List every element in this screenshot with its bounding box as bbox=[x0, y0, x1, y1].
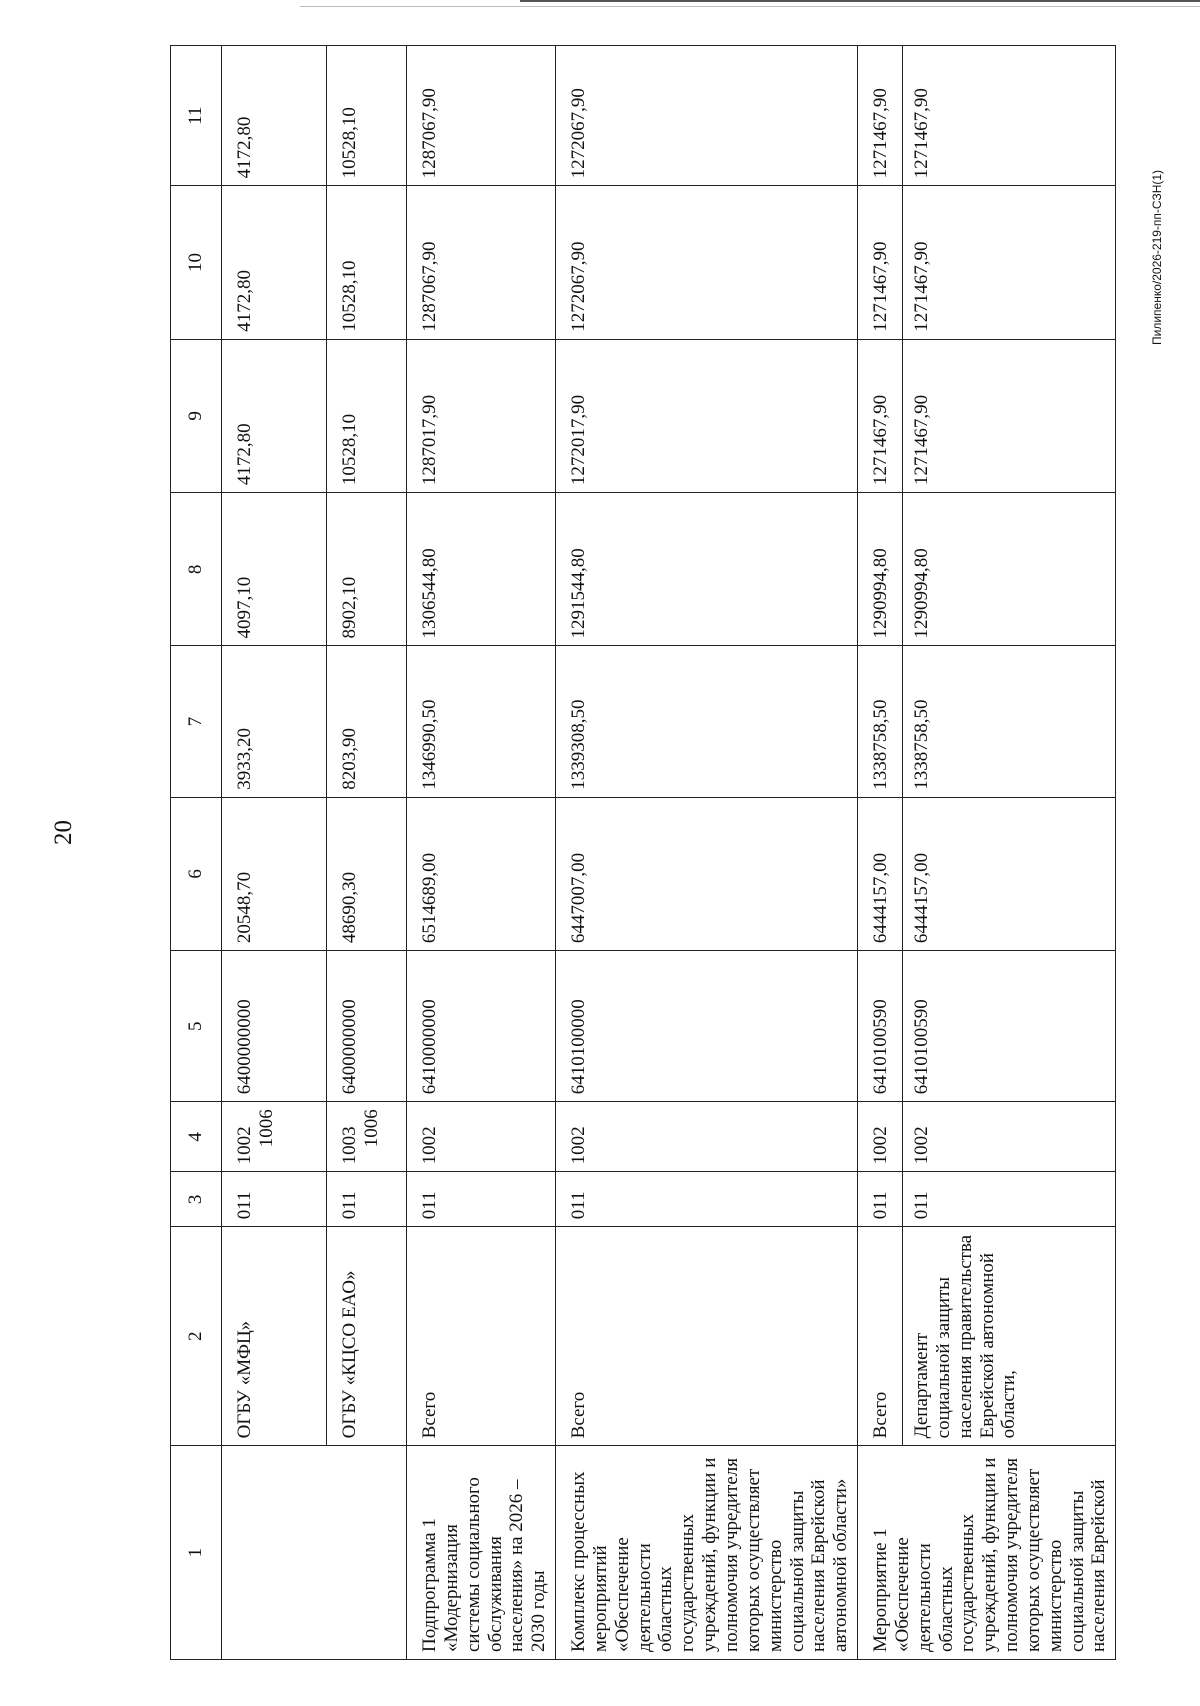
name-cell: Подпрограмма 1 «Модернизация системы социального обслуживания населения» на 2026 – 2030 годы bbox=[407, 1446, 556, 1660]
grbs-cell: 011 bbox=[858, 1172, 903, 1227]
value-cell: 20548,70 bbox=[222, 797, 327, 950]
value-cell: 6444157,00 bbox=[903, 797, 1116, 950]
value-cell: 8902,10 bbox=[327, 493, 407, 646]
grbs-cell: 011 bbox=[556, 1172, 858, 1227]
header-cell: 8 bbox=[171, 493, 222, 646]
header-cell: 2 bbox=[171, 1227, 222, 1446]
executor-cell: Всего bbox=[556, 1227, 858, 1446]
target-article-cell: 6410100000 bbox=[556, 951, 858, 1102]
grbs-cell: 011 bbox=[903, 1172, 1116, 1227]
section-code-cell: 1002 bbox=[858, 1102, 903, 1172]
value-cell: 1338758,50 bbox=[858, 646, 903, 797]
value-cell: 1271467,90 bbox=[903, 186, 1116, 339]
header-cell: 6 bbox=[171, 797, 222, 950]
target-article-cell: 6400000000 bbox=[327, 951, 407, 1102]
executor-cell: Департамент социальной защиты населения правительства Еврейской автономной области, bbox=[903, 1227, 1116, 1446]
table-header-row bbox=[171, 46, 222, 1660]
value-cell: 1290994,80 bbox=[903, 493, 1116, 646]
executor-cell: Всего bbox=[858, 1227, 903, 1446]
value-cell: 10528,10 bbox=[327, 46, 407, 186]
section-code: 1006 bbox=[255, 1109, 277, 1148]
budget-table bbox=[170, 45, 1116, 1660]
value-cell: 10528,10 bbox=[327, 186, 407, 339]
value-cell: 1290994,80 bbox=[858, 493, 903, 646]
table-row bbox=[327, 46, 407, 1660]
value-cell: 1271467,90 bbox=[903, 46, 1116, 186]
grbs-cell: 011 bbox=[222, 1172, 327, 1227]
executor-cell: ОГБУ «МФЦ» bbox=[222, 1227, 327, 1446]
value-cell: 1272067,90 bbox=[556, 186, 858, 339]
value-cell: 1272067,90 bbox=[556, 46, 858, 186]
header-cell: 10 bbox=[171, 186, 222, 339]
table-row bbox=[903, 46, 1116, 1660]
document-footer-note: Пилипенко/2026-219-пп-СЗН(1) bbox=[1150, 169, 1164, 345]
value-cell: 1339308,50 bbox=[556, 646, 858, 797]
section-code: 1006 bbox=[360, 1109, 382, 1148]
header-cell: 11 bbox=[171, 46, 222, 186]
name-cell bbox=[222, 1446, 407, 1660]
target-article-cell: 6410100590 bbox=[858, 951, 903, 1102]
value-cell: 6447007,00 bbox=[556, 797, 858, 950]
grbs-cell: 011 bbox=[407, 1172, 556, 1227]
value-cell: 1287067,90 bbox=[407, 46, 556, 186]
value-cell: 1271467,90 bbox=[903, 339, 1116, 492]
value-cell: 1271467,90 bbox=[858, 339, 903, 492]
budget-table-container bbox=[170, 45, 1115, 1660]
value-cell: 1271467,90 bbox=[858, 46, 903, 186]
target-article-cell: 6400000000 bbox=[222, 951, 327, 1102]
section-code-cell: 1002 bbox=[903, 1102, 1116, 1172]
section-code: 1003 bbox=[339, 1126, 360, 1165]
executor-cell: Всего bbox=[407, 1227, 556, 1446]
section-code-cell: 1002 bbox=[556, 1102, 858, 1172]
header-cell: 4 bbox=[171, 1102, 222, 1172]
value-cell: 1306544,80 bbox=[407, 493, 556, 646]
section-code-cell: 1002 bbox=[407, 1102, 556, 1172]
section-code-cell bbox=[327, 1102, 407, 1172]
header-cell: 9 bbox=[171, 339, 222, 492]
table-row bbox=[222, 46, 327, 1660]
table-row bbox=[407, 46, 556, 1660]
value-cell: 1338758,50 bbox=[903, 646, 1116, 797]
section-code-cell bbox=[222, 1102, 327, 1172]
value-cell: 4172,80 bbox=[222, 46, 327, 186]
value-cell: 4172,80 bbox=[222, 339, 327, 492]
header-cell: 3 bbox=[171, 1172, 222, 1227]
table-row bbox=[858, 46, 903, 1660]
value-cell: 4097,10 bbox=[222, 493, 327, 646]
page-number: 20 bbox=[50, 820, 77, 845]
value-cell: 1287067,90 bbox=[407, 186, 556, 339]
header-cell: 7 bbox=[171, 646, 222, 797]
header-cell: 1 bbox=[171, 1446, 222, 1660]
target-article-cell: 6410100590 bbox=[903, 951, 1116, 1102]
value-cell: 3933,20 bbox=[222, 646, 327, 797]
section-code: 1002 bbox=[234, 1126, 255, 1165]
name-cell: Комплекс процессных мероприятий «Обеспечение деятельности областных государственных учреждений, функции и полномочия учредителя которых осуществляет министерство социальной защиты населения Еврейской автономной области» bbox=[556, 1446, 858, 1660]
header-cell: 5 bbox=[171, 951, 222, 1102]
value-cell: 1346990,50 bbox=[407, 646, 556, 797]
value-cell: 10528,10 bbox=[327, 339, 407, 492]
value-cell: 4172,80 bbox=[222, 186, 327, 339]
table-row bbox=[556, 46, 858, 1660]
value-cell: 6444157,00 bbox=[858, 797, 903, 950]
executor-cell: ОГБУ «КЦСО ЕАО» bbox=[327, 1227, 407, 1446]
grbs-cell: 011 bbox=[327, 1172, 407, 1227]
value-cell: 1271467,90 bbox=[858, 186, 903, 339]
value-cell: 48690,30 bbox=[327, 797, 407, 950]
value-cell: 1287017,90 bbox=[407, 339, 556, 492]
scan-top-edge-shadow bbox=[300, 6, 1200, 7]
scan-top-edge bbox=[520, 0, 1200, 2]
value-cell: 8203,90 bbox=[327, 646, 407, 797]
value-cell: 1291544,80 bbox=[556, 493, 858, 646]
value-cell: 1272017,90 bbox=[556, 339, 858, 492]
target-article-cell: 6410000000 bbox=[407, 951, 556, 1102]
name-cell: Мероприятие 1 «Обеспечение деятельности областных государственных учреждений, функции и полномочия учредителя которых осуществляет министерство социальной защиты населения Еврейской bbox=[858, 1446, 1116, 1660]
value-cell: 6514689,00 bbox=[407, 797, 556, 950]
